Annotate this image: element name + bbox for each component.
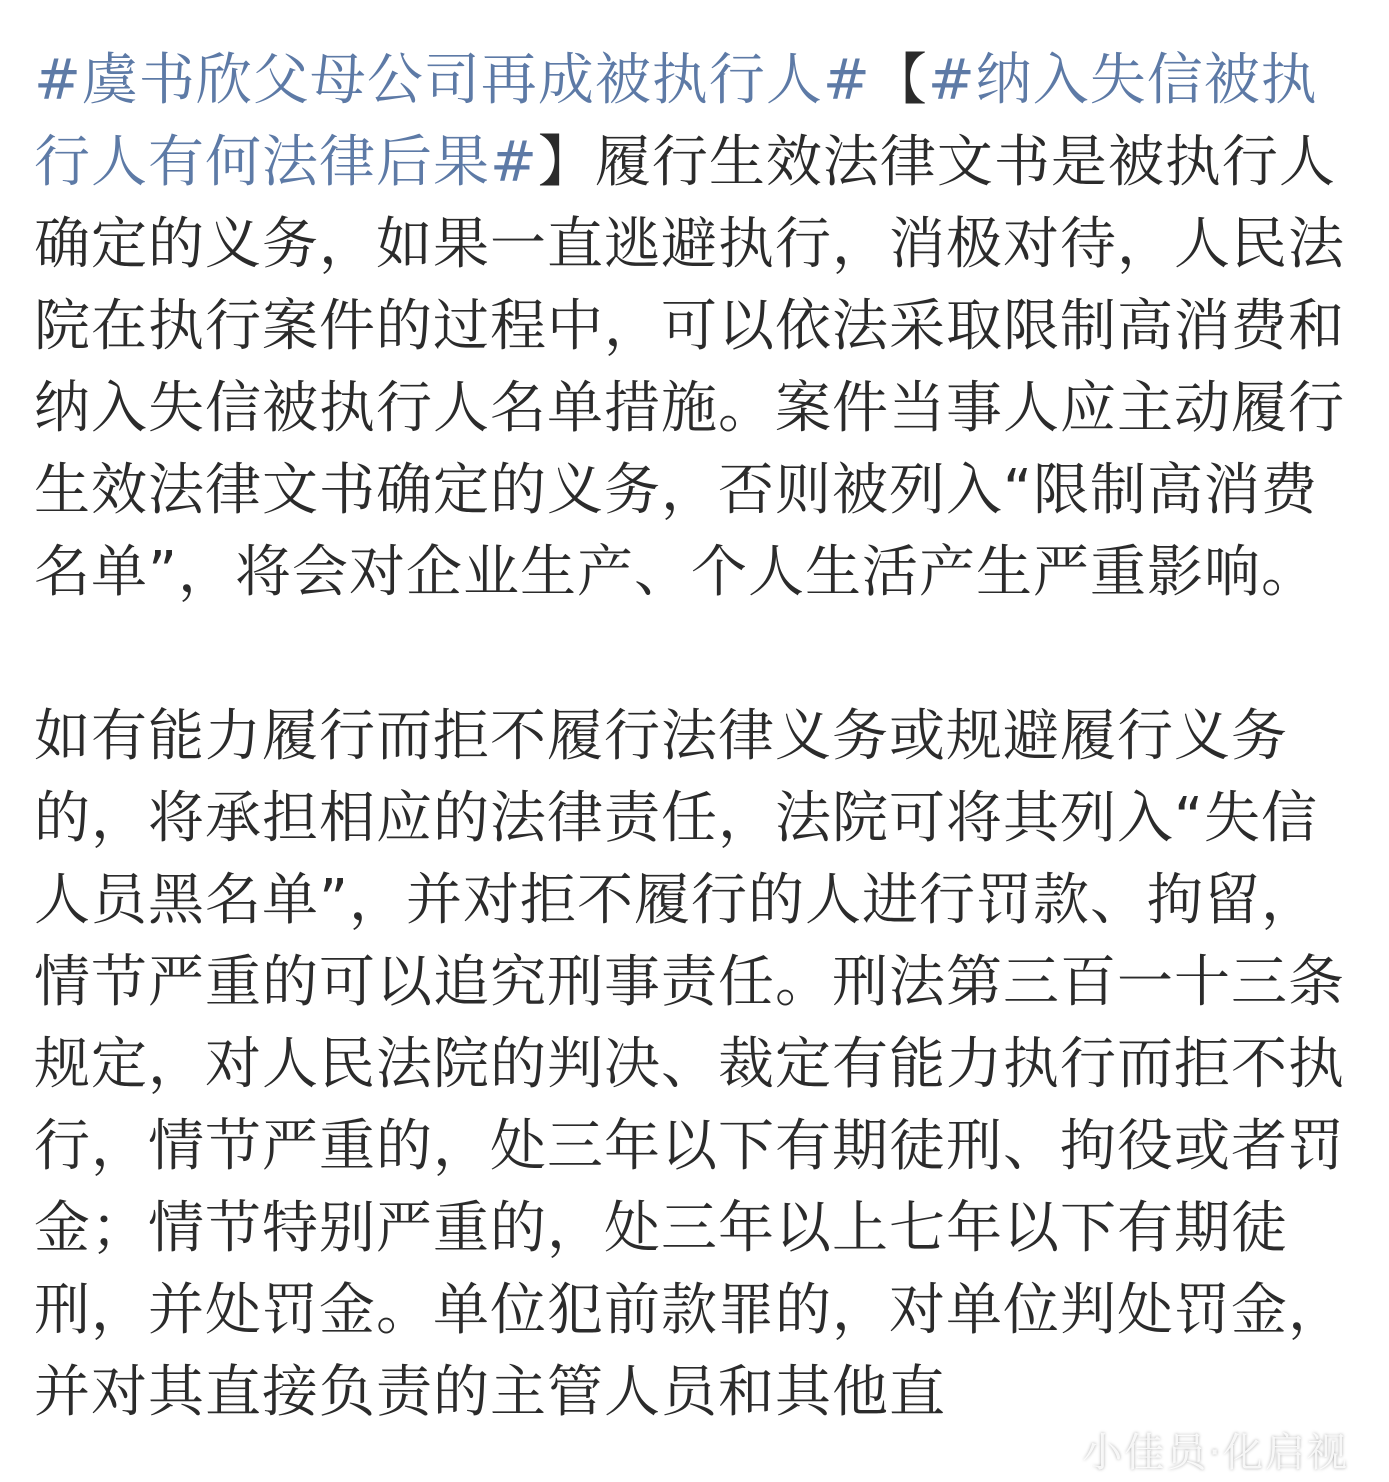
post-body [34, 40, 1354, 1434]
hashtag-link-2[interactable]: #纳入失信被执行人有何法律后果# [34, 48, 1318, 195]
paragraph-1 [34, 40, 1354, 614]
paragraph-2-text: 如有能力履行而拒不履行法律义务或规避履行义务的，将承担相应的法律责任，法院可将其列入“失信人员黑名单”，并对拒不履行的人进行罚款、拘留，情节严重的可以追究刑事责任。刑法第三百一十三条规定，对人民法院的判决、裁定有能力执行而拒不执行，情节严重的，处三年以下有期徒刑、拘役或者罚金；情节特别严重的，处三年以上七年以下有期徒刑，并处罚金。单位犯前款罪的，对单位判处罚金，并对其直接负责的主管人员和其他直 [34, 704, 1345, 1425]
paragraph-2 [34, 696, 1354, 1434]
watermark-text: 小佳员·化启视 [1082, 1430, 1349, 1476]
hashtag-link-1[interactable]: #虞书欣父母公司再成被执行人# [34, 48, 871, 113]
bracket-close: 】 [537, 130, 595, 195]
paragraph-1-text: 履行生效法律文书是被执行人确定的义务，如果一直逃避执行，消极对待，人民法院在执行案件的过程中，可以依法采取限制高消费和纳入失信被执行人名单措施。案件当事人应主动履行生效法律文书确定的义务，否则被列入“限制高消费名单”，将会对企业生产、个人生活产生严重影响。 [34, 130, 1345, 605]
bracket-open: 【 [870, 48, 928, 113]
